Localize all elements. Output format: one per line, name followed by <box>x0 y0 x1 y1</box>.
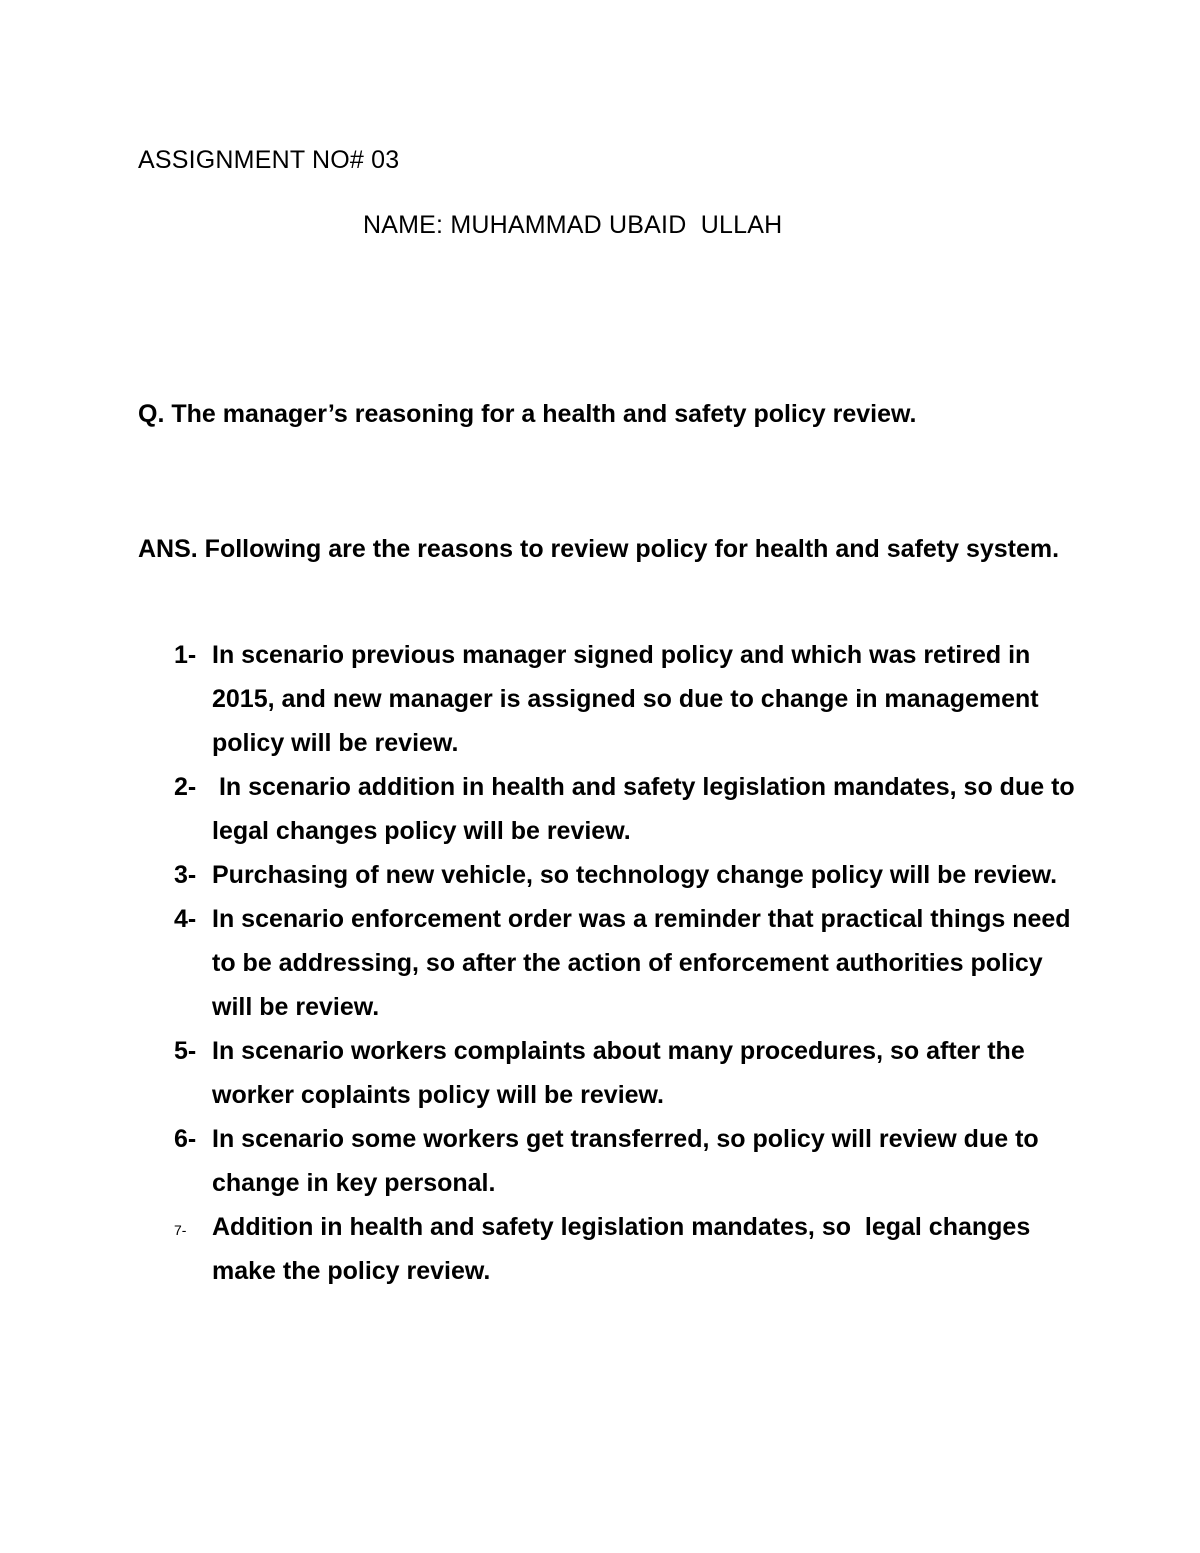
list-item-marker: 7- <box>174 1222 187 1238</box>
list-item-marker: 1- <box>174 641 197 669</box>
list-item-marker: 4- <box>174 905 197 933</box>
list-item-text: In scenario some workers get transferred, so policy will review due to change in key personal. <box>212 1125 1046 1197</box>
list-item <box>0 1029 1200 1117</box>
list-item-text: In scenario previous manager signed policy and which was retired in 2015, and new manager is assigned so due to change in management policy will be review. <box>212 641 1046 757</box>
reasons-list <box>0 633 1200 1293</box>
answer-intro: ANS. Following are the reasons to review policy for health and safety system. <box>138 535 1060 563</box>
list-item-marker: 2- <box>174 773 197 801</box>
list-item-text: Purchasing of new vehicle, so technology change policy will be review. <box>212 861 1058 889</box>
list-item-text: In scenario addition in health and safety legislation mandates, so due to legal changes policy will be review. <box>212 773 1082 845</box>
list-item-text: Addition in health and safety legislation mandates, so legal changes make the policy review. <box>212 1213 1038 1285</box>
list-item-marker: 5- <box>174 1037 197 1065</box>
list-item <box>0 853 1200 897</box>
list-item <box>0 1205 1200 1293</box>
list-item <box>0 1117 1200 1205</box>
list-item-marker: 6- <box>174 1125 197 1153</box>
assignment-title: ASSIGNMENT NO# 03 <box>138 146 400 174</box>
list-item <box>0 765 1200 853</box>
list-item <box>0 897 1200 1029</box>
list-item-text: In scenario workers complaints about many procedures, so after the worker coplaints policy will be review. <box>212 1037 1032 1109</box>
list-item-marker: 3- <box>174 861 197 889</box>
list-item <box>0 633 1200 765</box>
question-heading: Q. The manager’s reasoning for a health and safety policy review. <box>138 400 917 428</box>
student-name: NAME: MUHAMMAD UBAID ULLAH <box>363 211 783 239</box>
list-item-text: In scenario enforcement order was a reminder that practical things need to be addressing, so after the action of enforcement authorities policy will be review. <box>212 905 1078 1021</box>
